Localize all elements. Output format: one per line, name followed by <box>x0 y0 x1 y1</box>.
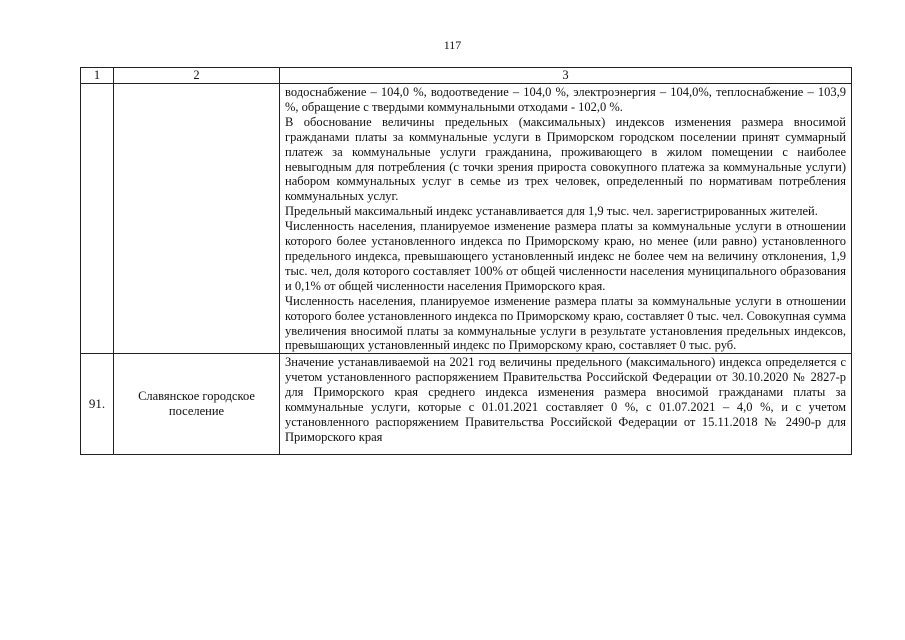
settlement-name-cell: Славянское городское поселение <box>114 354 280 455</box>
document-table <box>80 67 852 455</box>
header-col-1: 1 <box>81 68 114 84</box>
table-header-row <box>81 68 852 84</box>
paragraph: Предельный максимальный индекс устанавливается для 1,9 тыс. чел. зарегистрированных жителей. <box>285 204 818 219</box>
paragraph: Численность населения, планируемое изменение размера платы за коммунальные услуги в отношении которого более установленного индекса по Приморскому краю, составляет 0 тыс. чел. Совокупная сумма увеличения вносимой платы за коммунальные услуги в результате установления предельных индексов, превышающих установленный индекс по Приморскому краю, составляет 0 тыс. руб. <box>285 293 846 353</box>
content-cell <box>280 354 852 455</box>
settlement-name-cell <box>114 84 280 354</box>
table-row-continuation <box>81 84 852 354</box>
paragraph: водоснабжение – 104,0 %, водоотведение – 104,0 %, электроэнергия – 104,0%, теплоснабжение – 103,9 %, обращение с твердыми коммунальными отходами - 102,0 %. <box>285 85 846 114</box>
content-text <box>280 354 851 444</box>
paragraph: В обоснование величины предельных (максимальных) индексов изменения размера вносимой гражданами платы за коммунальные услуги в Приморском городском поселении принят суммарный платеж за коммунальные услуги гражданина, проживающего в жилом помещении с наиболее невыгодным для потребления (с точки зрения прироста совокупного платежа за коммунальные услуги) набором коммунальных услуг в семье из трех человек, определенный по нормативам потребления коммунальных услуг. <box>285 114 846 204</box>
content-cell <box>280 84 852 354</box>
paragraph: Численность населения, планируемое изменение размера платы за коммунальные услуги в отношении которого более установленного индекса по Приморскому краю, но менее (или равно) установленного предельного индекса, превышающего установленный индекс не более чем на величину отклонения, 1,9 тыс. чел, доля которого составляет 100% от общей численности населения муниципального образования и 0,1% от общей численности населения Приморского края. <box>285 219 846 293</box>
row-number-cell <box>81 84 114 354</box>
header-col-2: 2 <box>114 68 280 84</box>
row-number-cell: 91. <box>81 354 114 455</box>
header-col-3: 3 <box>280 68 852 84</box>
table-row-91 <box>81 354 852 455</box>
paragraph: Значение устанавливаемой на 2021 год величины предельного (максимального) индекса определяется с учетом установленного распоряжением Правительства Российской Федерации от 30.10.2020 № 2827-р для Приморского края среднего индекса изменения размера вносимой гражданами платы за коммунальные услуги, которые с 01.01.2021 составляет 0 %, с 01.07.2021 – 4,0 %, и с учетом установленного распоряжением Правительства Российской Федерации от 15.11.2018 № 2490-р для Приморского края <box>285 355 846 444</box>
content-text <box>280 84 851 353</box>
page-number: 117 <box>443 38 462 52</box>
